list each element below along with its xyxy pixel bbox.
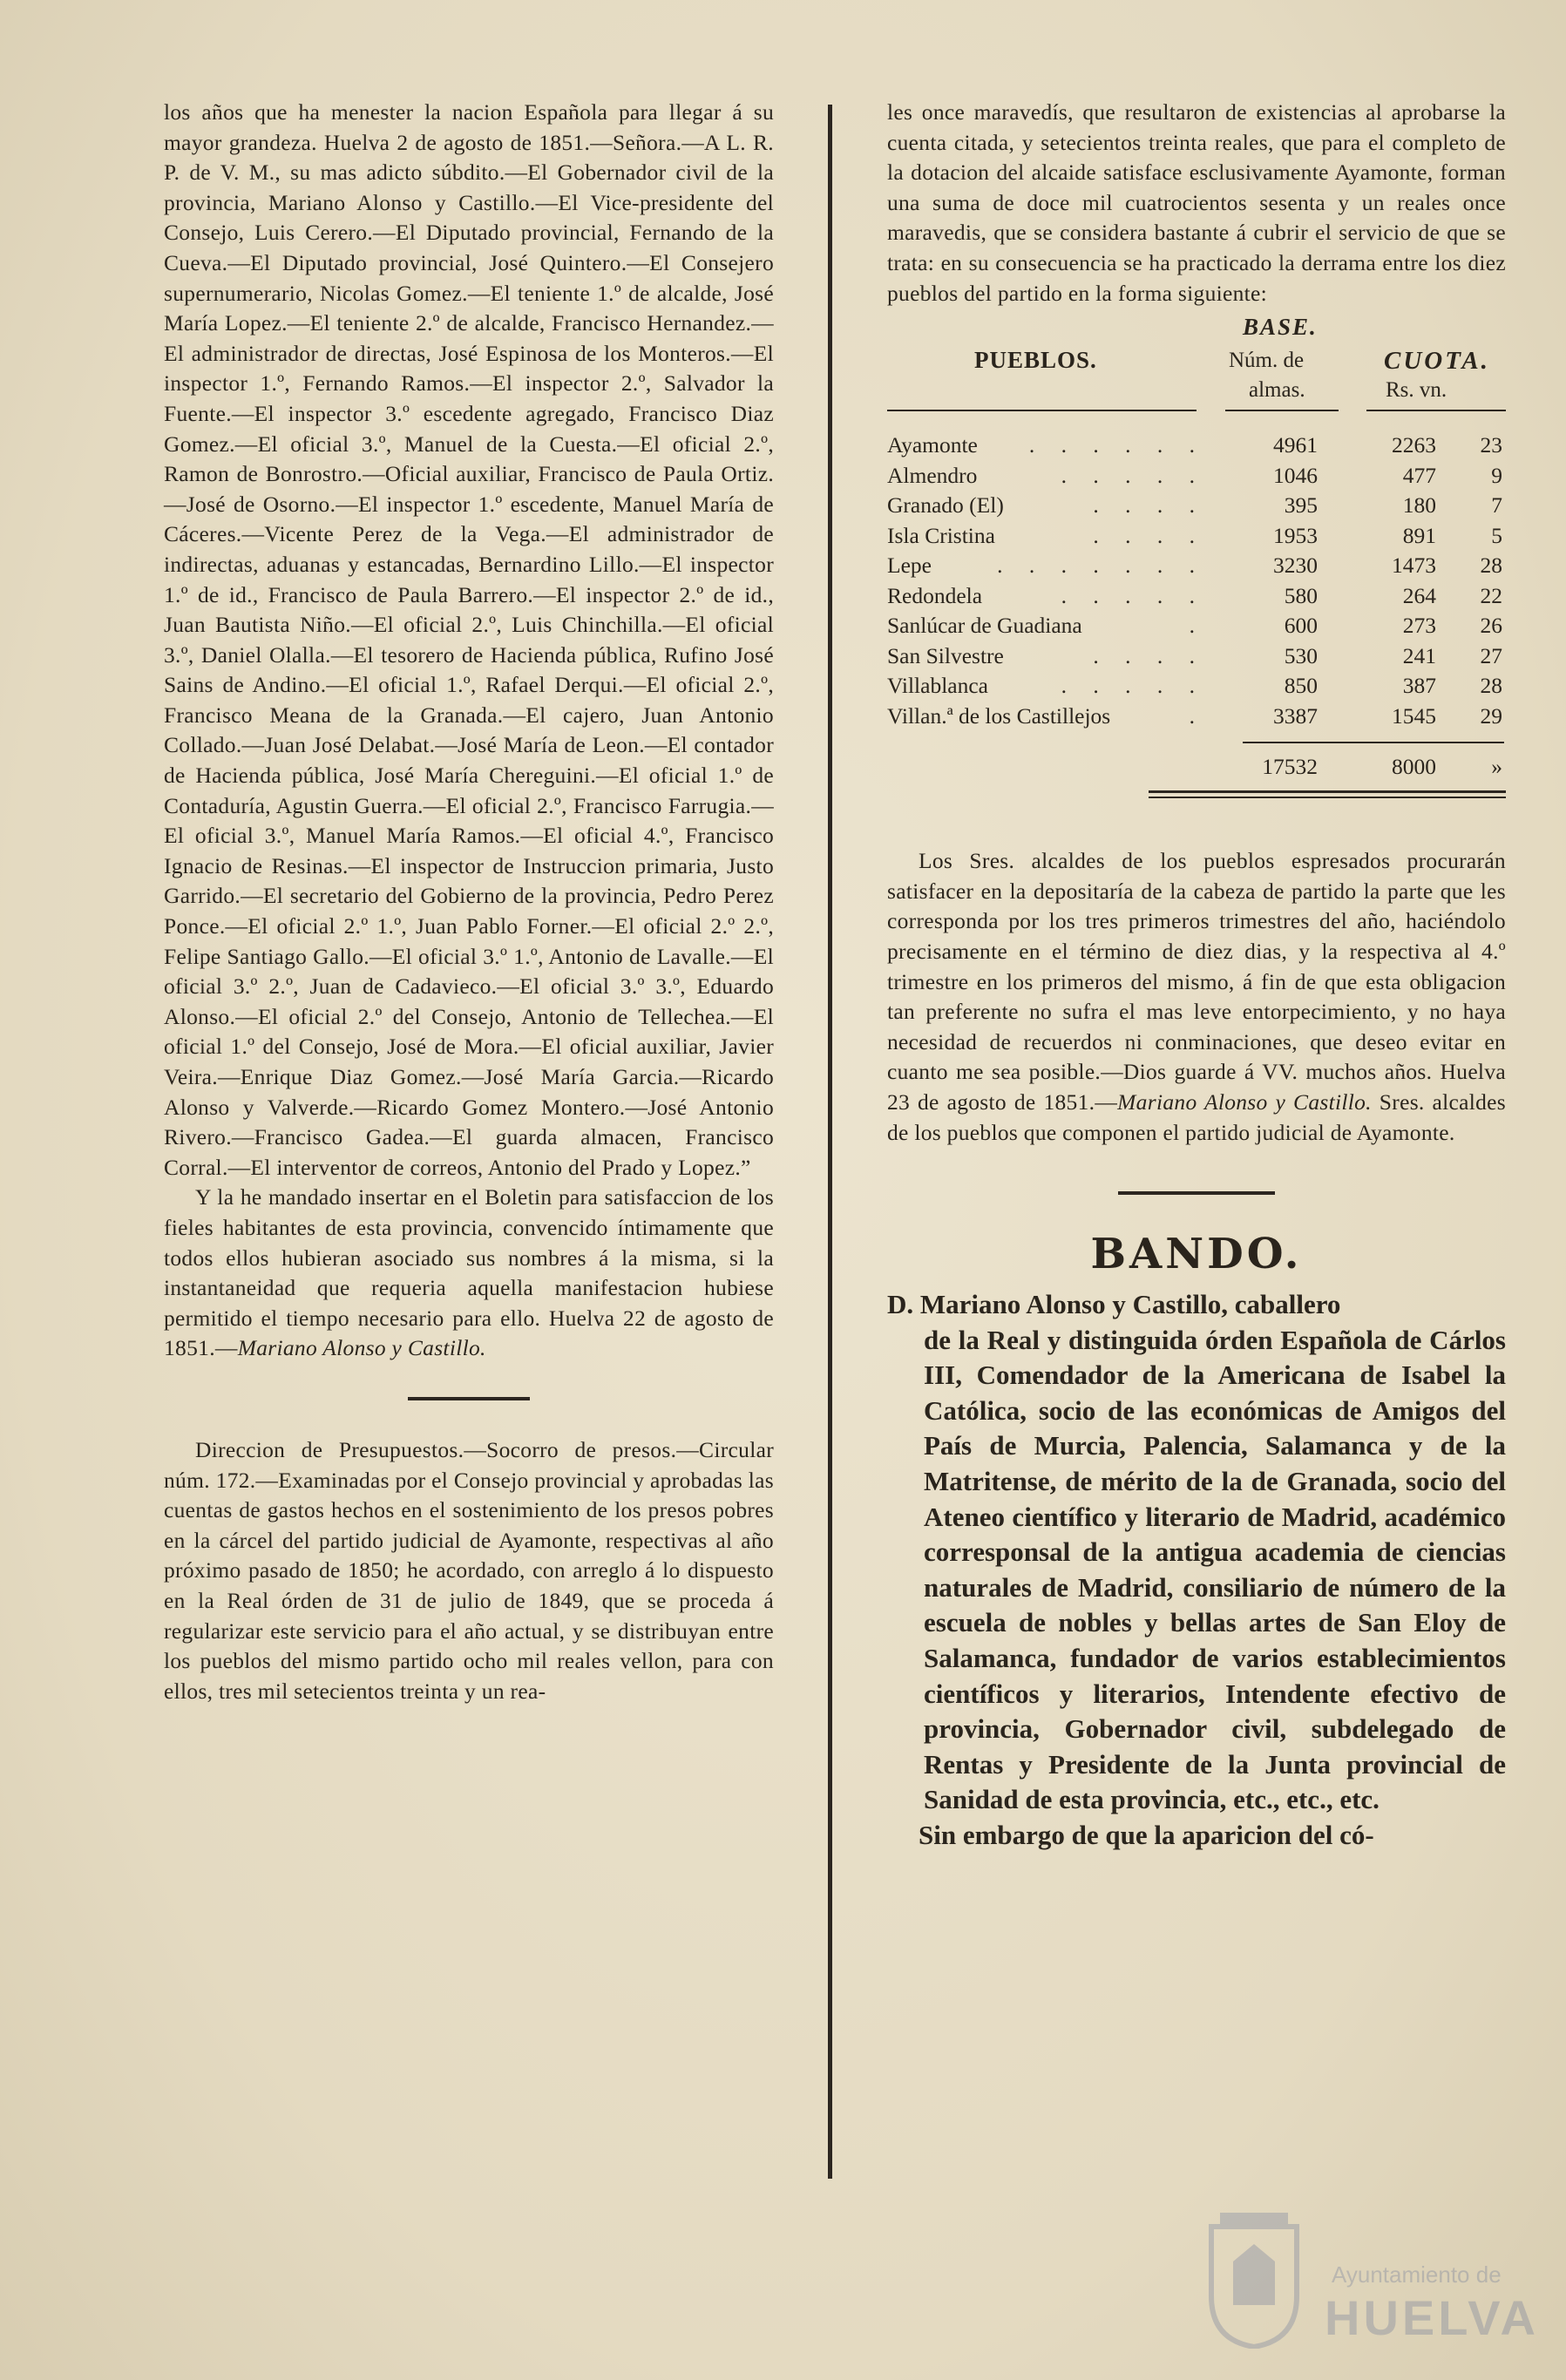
left-paragraph-insertion xyxy=(164,1183,774,1364)
total-rs: 8000 xyxy=(1392,754,1436,780)
column-divider xyxy=(828,105,832,2179)
cell-dots: . xyxy=(1189,613,1205,639)
cell-pueblo: Lepe xyxy=(887,553,932,579)
cell-dots: . . . . . . xyxy=(1028,432,1205,458)
cell-mrs: 27 xyxy=(1480,642,1502,668)
cell-dots: . . . . . . . xyxy=(997,553,1205,579)
cell-rs: 891 xyxy=(1402,522,1436,548)
crest-icon xyxy=(1203,2209,1305,2349)
table-row xyxy=(887,492,1506,523)
cell-pueblo: Villablanca xyxy=(887,673,988,699)
cell-dots: . . . . . xyxy=(1061,462,1205,488)
cell-mrs: 7 xyxy=(1491,492,1502,519)
total-rule-line xyxy=(1243,742,1504,743)
cell-pueblo: San Silvestre xyxy=(887,642,1004,668)
table-row xyxy=(887,673,1506,703)
left-paragraph-circular: Direccion de Presupuestos.—Socorro de presos.—Circular núm. 172.—Examinadas por el Consejo provincial y aprobadas las cuentas de gastos hechos en el sostenimiento de los presos pobres en la cárcel del partido judicial de Ayamonte, respectivas al año próximo pasado de 1850; he acordado, con arreglo á lo dispuesto en la Real órden de 31 de julio de 1849, que se proceda á regularizar este servicio para el año actual, y se distribuyan entre los pueblos del mismo partido ocho mil reales vellon, para con ellos, tres mil setecientos treinta y un rea- xyxy=(164,1436,774,1704)
cell-almas: 580 xyxy=(1284,582,1318,608)
cell-dots: . xyxy=(1189,702,1205,729)
header-rule xyxy=(887,410,1197,411)
bando-body: de la Real y distinguida órden Española de Cárlos III, Comendador de la Americana de Isabel la Católica, socio de las económicas de Amigos del País de Murcia, Palencia, Salamanca y de la Matritense, de mérito de la de Granada, socio del Ateneo científico y literario de Madrid, académico corresponsal de la antigua academia de ciencias naturales de Madrid, consiliario de número de la escuela de nobles y bellas artes de San Eloy de Salamanca, fundador de varios establecimientos científicos y literarios, Intendente efectivo de provincia, Gobernador civil, subdelegado de Rentas y Presidente de la Junta provincial de Sanidad de esta provincia, etc., etc., etc. xyxy=(924,1324,1506,1815)
cell-mrs: 28 xyxy=(1480,673,1502,699)
right-signature: Mariano Alonso y Castillo. xyxy=(1117,1088,1372,1115)
left-column xyxy=(164,98,774,1706)
total-rule xyxy=(887,733,1506,750)
header-base: BASE. xyxy=(1243,314,1318,341)
cell-dots: . . . . xyxy=(1093,642,1205,668)
cell-rs: 264 xyxy=(1402,582,1436,608)
bando-paragraph xyxy=(887,1287,1506,1818)
cell-rs: 1545 xyxy=(1392,702,1436,729)
header-pueblos: PUEBLOS. xyxy=(974,347,1097,374)
header-rule xyxy=(1366,410,1506,411)
double-rule-top xyxy=(1149,790,1506,793)
cell-almas: 3387 xyxy=(1273,702,1318,729)
cell-almas: 1046 xyxy=(1273,462,1318,488)
cell-rs: 180 xyxy=(1402,492,1436,519)
table-header xyxy=(887,312,1506,408)
cell-rs: 2263 xyxy=(1392,432,1436,458)
watermark-line1: Ayuntamiento de xyxy=(1332,2261,1502,2288)
cell-pueblo: Villan.ª de los Castillejos xyxy=(887,702,1111,729)
cell-rs: 477 xyxy=(1402,462,1436,488)
cell-mrs: 9 xyxy=(1491,462,1502,488)
right-column xyxy=(887,98,1506,1854)
cell-almas: 850 xyxy=(1284,673,1318,699)
cell-almas: 530 xyxy=(1284,642,1318,668)
cell-almas: 395 xyxy=(1284,492,1318,519)
cell-dots: . . . . xyxy=(1093,522,1205,548)
cell-almas: 3230 xyxy=(1273,553,1318,579)
watermark-line2: HUELVA xyxy=(1325,2290,1539,2345)
cell-rs: 1473 xyxy=(1392,553,1436,579)
cell-dots: . . . . . xyxy=(1061,673,1205,699)
table-body xyxy=(887,432,1506,733)
total-mrs: » xyxy=(1491,754,1502,780)
cell-pueblo: Ayamonte xyxy=(887,432,978,458)
cell-rs: 273 xyxy=(1402,613,1436,639)
separator-rule xyxy=(1118,1191,1275,1195)
cell-pueblo: Isla Cristina xyxy=(887,522,995,548)
cell-rs: 387 xyxy=(1402,673,1436,699)
cell-dots: . . . . . xyxy=(1061,582,1205,608)
table-row xyxy=(887,643,1506,674)
total-almas: 17532 xyxy=(1262,754,1318,780)
cell-pueblo: Almendro xyxy=(887,462,978,488)
bando-continuation: Sin embargo de que la aparicion del có- xyxy=(919,1820,1374,1850)
header-rule xyxy=(1225,410,1339,411)
cell-pueblo: Redondela xyxy=(887,582,983,608)
total-row xyxy=(887,750,1506,789)
right-paragraph-addressee: Sres. alcaldes de los pueblos que componen el partido judicial de Ayamonte. xyxy=(887,1088,1507,1145)
left-paragraph-signatures: los años que ha menester la nacion Española para llegar á su mayor grandeza. Huelva 2 de agosto de 1851.—Señora.—A L. R. P. de V. M., su mas adicto súbdito.—El Gobernador civil de la provincia, Mariano Alonso y Castillo.—El Vice-presidente del Consejo, Luis Cerero.—El Diputado provincial, Fernando de la Cueva.—El Diputado provincial, José Quintero.—El Consejero supernumerario, Nicolas Gomez.—El teniente 1.º de alcalde, José María Lopez.—El teniente 2.º de alcalde, Francisco Hernandez.—El administrador de directas, José Espinosa de los Monteros.—El inspector 1.º, Fernando Ramos.—El inspector 2.º, Salvador la Fuente.—El inspector 3.º escedente agregado, Francisco Diaz Gomez.—El oficial 3.º, Manuel de la Cuesta.—El oficial 2.º, Ramon de Bonrostro.—Oficial auxiliar, Francisco de Paula Ortiz.—José de Osorno.—El inspector 1.º escedente, Manuel María de Cáceres.—Vicente Perez de la Vega.—El administrador de indirectas, aduanas y estancadas, Bernardino Lillo.—El inspector 1.º de id., Francisco de Paula Barrero.—El inspector 2.º de id., Juan Bautista Niño.—El oficial 2.º, Luis Chinchilla.—El oficial 3.º, Daniel Olalla.—El tesorero de Hacienda pública, Rufino José Sains de Andino.—El oficial 1.º, Rafael Derqui.—El oficial 2.º, Francisco Meana de la Granada.—El cajero, Juan Antonio Collado.—Juan José Delabat.—José María de Leon.—El contador de Hacienda pública, José María Chereguini.—El oficial 1.º de Contaduría, Agustin Guerra.—El oficial 2.º, Francisco Farrugia.—El oficial 3.º, Manuel María Ramos.—El oficial 4.º, Francisco Ignacio de Resinas.—El inspector de Instruccion primaria, Justo Garrido.—El secretario del Gobierno de la provincia, Pedro Perez Ponce.—El oficial 2.º 1.º, Juan Pablo Forner.—El oficial 2.º 2.º, Felipe Santiago Gallo.—El oficial 3.º 1.º, Antonio de Lavalle.—El oficial 3.º 2.º, Juan de Cadavieco.—El oficial 3.º 3.º, Eduardo Alonso.—El oficial 2.º del Consejo, Antonio de Tellechea.—El oficial 1.º del Consejo, José de Mora.—El oficial auxiliar, Javier Veira.—Enrique Diaz Gomez.—José María Garcia.—Ricardo Alonso y Valverde.—Ricardo Gomez Montero.—José Antonio Rivero.—Francisco Gadea.—El guarda almacen, Francisco Corral.—El interventor de correos, Antonio del Prado y Lopez.” xyxy=(164,99,774,1180)
cell-dots: . . . . xyxy=(1093,492,1205,519)
cell-mrs: 23 xyxy=(1480,432,1502,458)
cell-mrs: 29 xyxy=(1480,702,1502,729)
header-rs: Rs. vn. xyxy=(1386,378,1447,403)
left-signature: Mariano Alonso y Castillo. xyxy=(237,1335,486,1361)
cell-mrs: 28 xyxy=(1480,553,1502,579)
table-row xyxy=(887,703,1506,734)
separator-rule xyxy=(408,1397,530,1400)
bando-title: BANDO. xyxy=(1090,1230,1303,1279)
bando-first-line: D. Mariano Alonso y Castillo, caballero xyxy=(887,1289,1341,1320)
cell-pueblo: Sanlúcar de Guadiana xyxy=(887,613,1082,639)
table-row xyxy=(887,613,1506,643)
cell-almas: 600 xyxy=(1284,613,1318,639)
watermark xyxy=(1203,2209,1539,2357)
cell-mrs: 5 xyxy=(1491,522,1502,548)
cell-mrs: 26 xyxy=(1480,613,1502,639)
table-row xyxy=(887,432,1506,463)
double-rule xyxy=(887,789,1506,803)
table-row xyxy=(887,523,1506,553)
header-almas: almas. xyxy=(1249,378,1305,403)
table-row xyxy=(887,583,1506,614)
right-paragraph-alcaldes-text: Los Sres. alcaldes de los pueblos espresados procurarán satisfacer en la depositaría de la cabeza de partido la parte que les corresponda por los tres primeros trimestres del año, haciéndolo precisamente en el término de diez dias, y la respectiva al 4.º trimestre en los primeros del mismo, á fin de que esta obligacion tan preferente no sufra el mas leve entorpecimiento, y no haya necesidad de recuerdos ni conminaciones, que deseo evitar en cuanto me sea posible.—Dios guarde á VV. muchos años. Huelva 23 de agosto de 1851.— xyxy=(887,848,1506,1115)
table-row xyxy=(887,463,1506,493)
cell-pueblo: Granado (El) xyxy=(887,492,1004,519)
double-rule-bottom xyxy=(1149,797,1506,798)
header-num: Núm. de xyxy=(1229,349,1305,373)
left-paragraph-insertion-text: Y la he mandado insertar en el Boletin para satisfaccion de los fieles habitantes de esta provincia, convencido íntimamente que todos ellos hubieran asociado sus nombres á la misma, si la instantaneidad que requeria aquella manifestacion hubiese permitido el tiempo necesario para ello. Huelva 22 de agosto de 1851.— xyxy=(164,1184,774,1361)
cell-rs: 241 xyxy=(1402,642,1436,668)
cell-mrs: 22 xyxy=(1480,582,1502,608)
right-paragraph-alcaldes xyxy=(887,846,1506,1148)
cell-almas: 4961 xyxy=(1273,432,1318,458)
right-paragraph-continuation: les once maravedís, que resultaron de existencias al aprobarse la cuenta citada, y setecientos treinta reales, que para el completo de la dotacion del alcaide satisface esclusivamente Ayamonte, forman una suma de doce mil cuatrocientos sesenta y un reales once maravedis, que se considera bastante á cubrir el servicio de que se trata: en su consecuencia se ha practicado la derrama entre los diez pueblos del partido en la forma siguiente: xyxy=(887,99,1506,306)
header-cuota: CUOTA. xyxy=(1384,347,1490,376)
derrama-table xyxy=(887,312,1506,803)
table-row xyxy=(887,553,1506,583)
cell-almas: 1953 xyxy=(1273,522,1318,548)
